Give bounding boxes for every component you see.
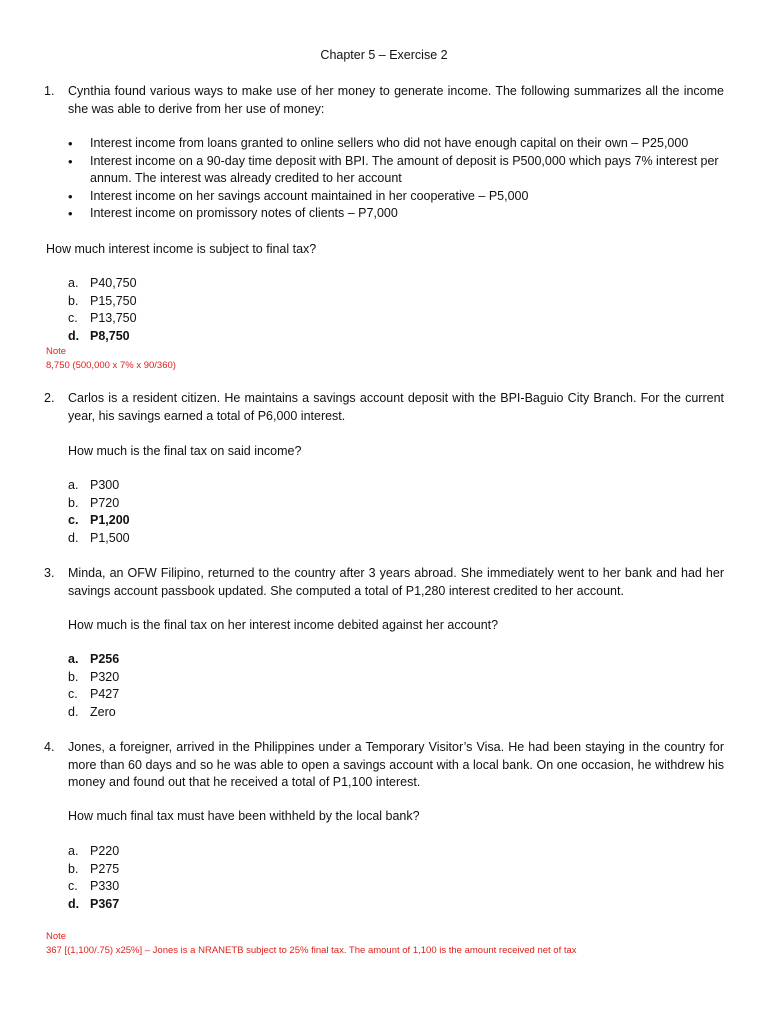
option-c: c. P1,200 [68, 513, 130, 527]
option-b: b. P15,750 [68, 293, 137, 308]
option-a: a. P220 [68, 844, 120, 858]
option-a: a. P256 [68, 652, 120, 666]
question-number: 1. [44, 84, 55, 98]
option-d: d. P8,750 [68, 328, 130, 343]
question-prompt: How much is the final tax on her interest income debited against her account? [68, 618, 499, 632]
answer-options [68, 477, 130, 547]
question-text: Jones, a foreigner, arrived in the Philippines under a Temporary Visitor’s Visa. He had been staying in the country for more than 60 days and so he was able to open a savings account with a local bank. On one occasion, he withdrew his money and found out that he received a total of P1,100 interest. [68, 740, 724, 789]
question-text: Cynthia found various ways to make use of her money to generate income. The following summarizes all the income she was able to derive from her use of money: [68, 84, 724, 116]
list-item: • Interest income from loans granted to online sellers who did not have enough capital on their own – P25,000 [68, 135, 724, 153]
question-1 [44, 83, 724, 118]
option-c: c. P330 [68, 879, 120, 893]
question-prompt: How much final tax must have been withheld by the local bank? [68, 809, 420, 823]
question-text: Carlos is a resident citizen. He maintains a savings account deposit with the BPI-Baguio City Branch. For the current year, his savings earned a total of P6,000 interest. [68, 391, 724, 423]
list-item: • Interest income on her savings account maintained in her cooperative – P5,000 [68, 188, 724, 206]
question-prompt: How much interest income is subject to final tax? [46, 242, 317, 256]
option-a: a. P40,750 [68, 276, 137, 290]
option-c: c. P427 [68, 687, 120, 701]
question-2 [44, 390, 724, 425]
option-a: a. P300 [68, 478, 120, 492]
note-label: Note [46, 346, 67, 357]
question-number: 3. [44, 566, 55, 580]
note-label: Note [46, 931, 67, 942]
question-number: 4. [44, 740, 55, 754]
question-number: 2. [44, 391, 55, 405]
answer-options [68, 275, 137, 345]
option-b: b. P320 [68, 669, 120, 684]
answer-options [68, 651, 119, 721]
note-text: 8,750 (500,000 x 7% x 90/360) [46, 360, 176, 371]
page-title: Chapter 5 – Exercise 2 [320, 48, 448, 62]
option-b: b. P275 [68, 861, 120, 876]
option-c: c. P13,750 [68, 311, 137, 325]
list-item: • Interest income on promissory notes of clients – P7,000 [68, 205, 724, 223]
question-prompt: How much is the final tax on said income? [68, 444, 302, 458]
answer-options [68, 843, 119, 913]
note-text: 367 [(1,100/.75) x25%] – Jones is a NRANETB subject to 25% final tax. The amount of 1,100 is the amount received net of tax [46, 945, 577, 956]
answer-note [46, 930, 577, 958]
question-4 [44, 739, 724, 792]
option-d: d. P367 [68, 896, 120, 911]
question-text: Minda, an OFW Filipino, returned to the country after 3 years abroad. She immediately went to her bank and had her savings account passbook updated. She computed a total of P1,280 interest credited to her account. [68, 566, 724, 598]
option-d: d. P1,500 [68, 530, 130, 545]
income-list [68, 135, 724, 223]
option-d: d. Zero [68, 704, 116, 719]
option-b: b. P720 [68, 495, 120, 510]
question-3 [44, 565, 724, 600]
list-item: • Interest income on a 90-day time deposit with BPI. The amount of deposit is P500,000 which pays 7% interest per annum. The interest was already credited to her account [68, 153, 724, 188]
answer-note [46, 345, 176, 373]
